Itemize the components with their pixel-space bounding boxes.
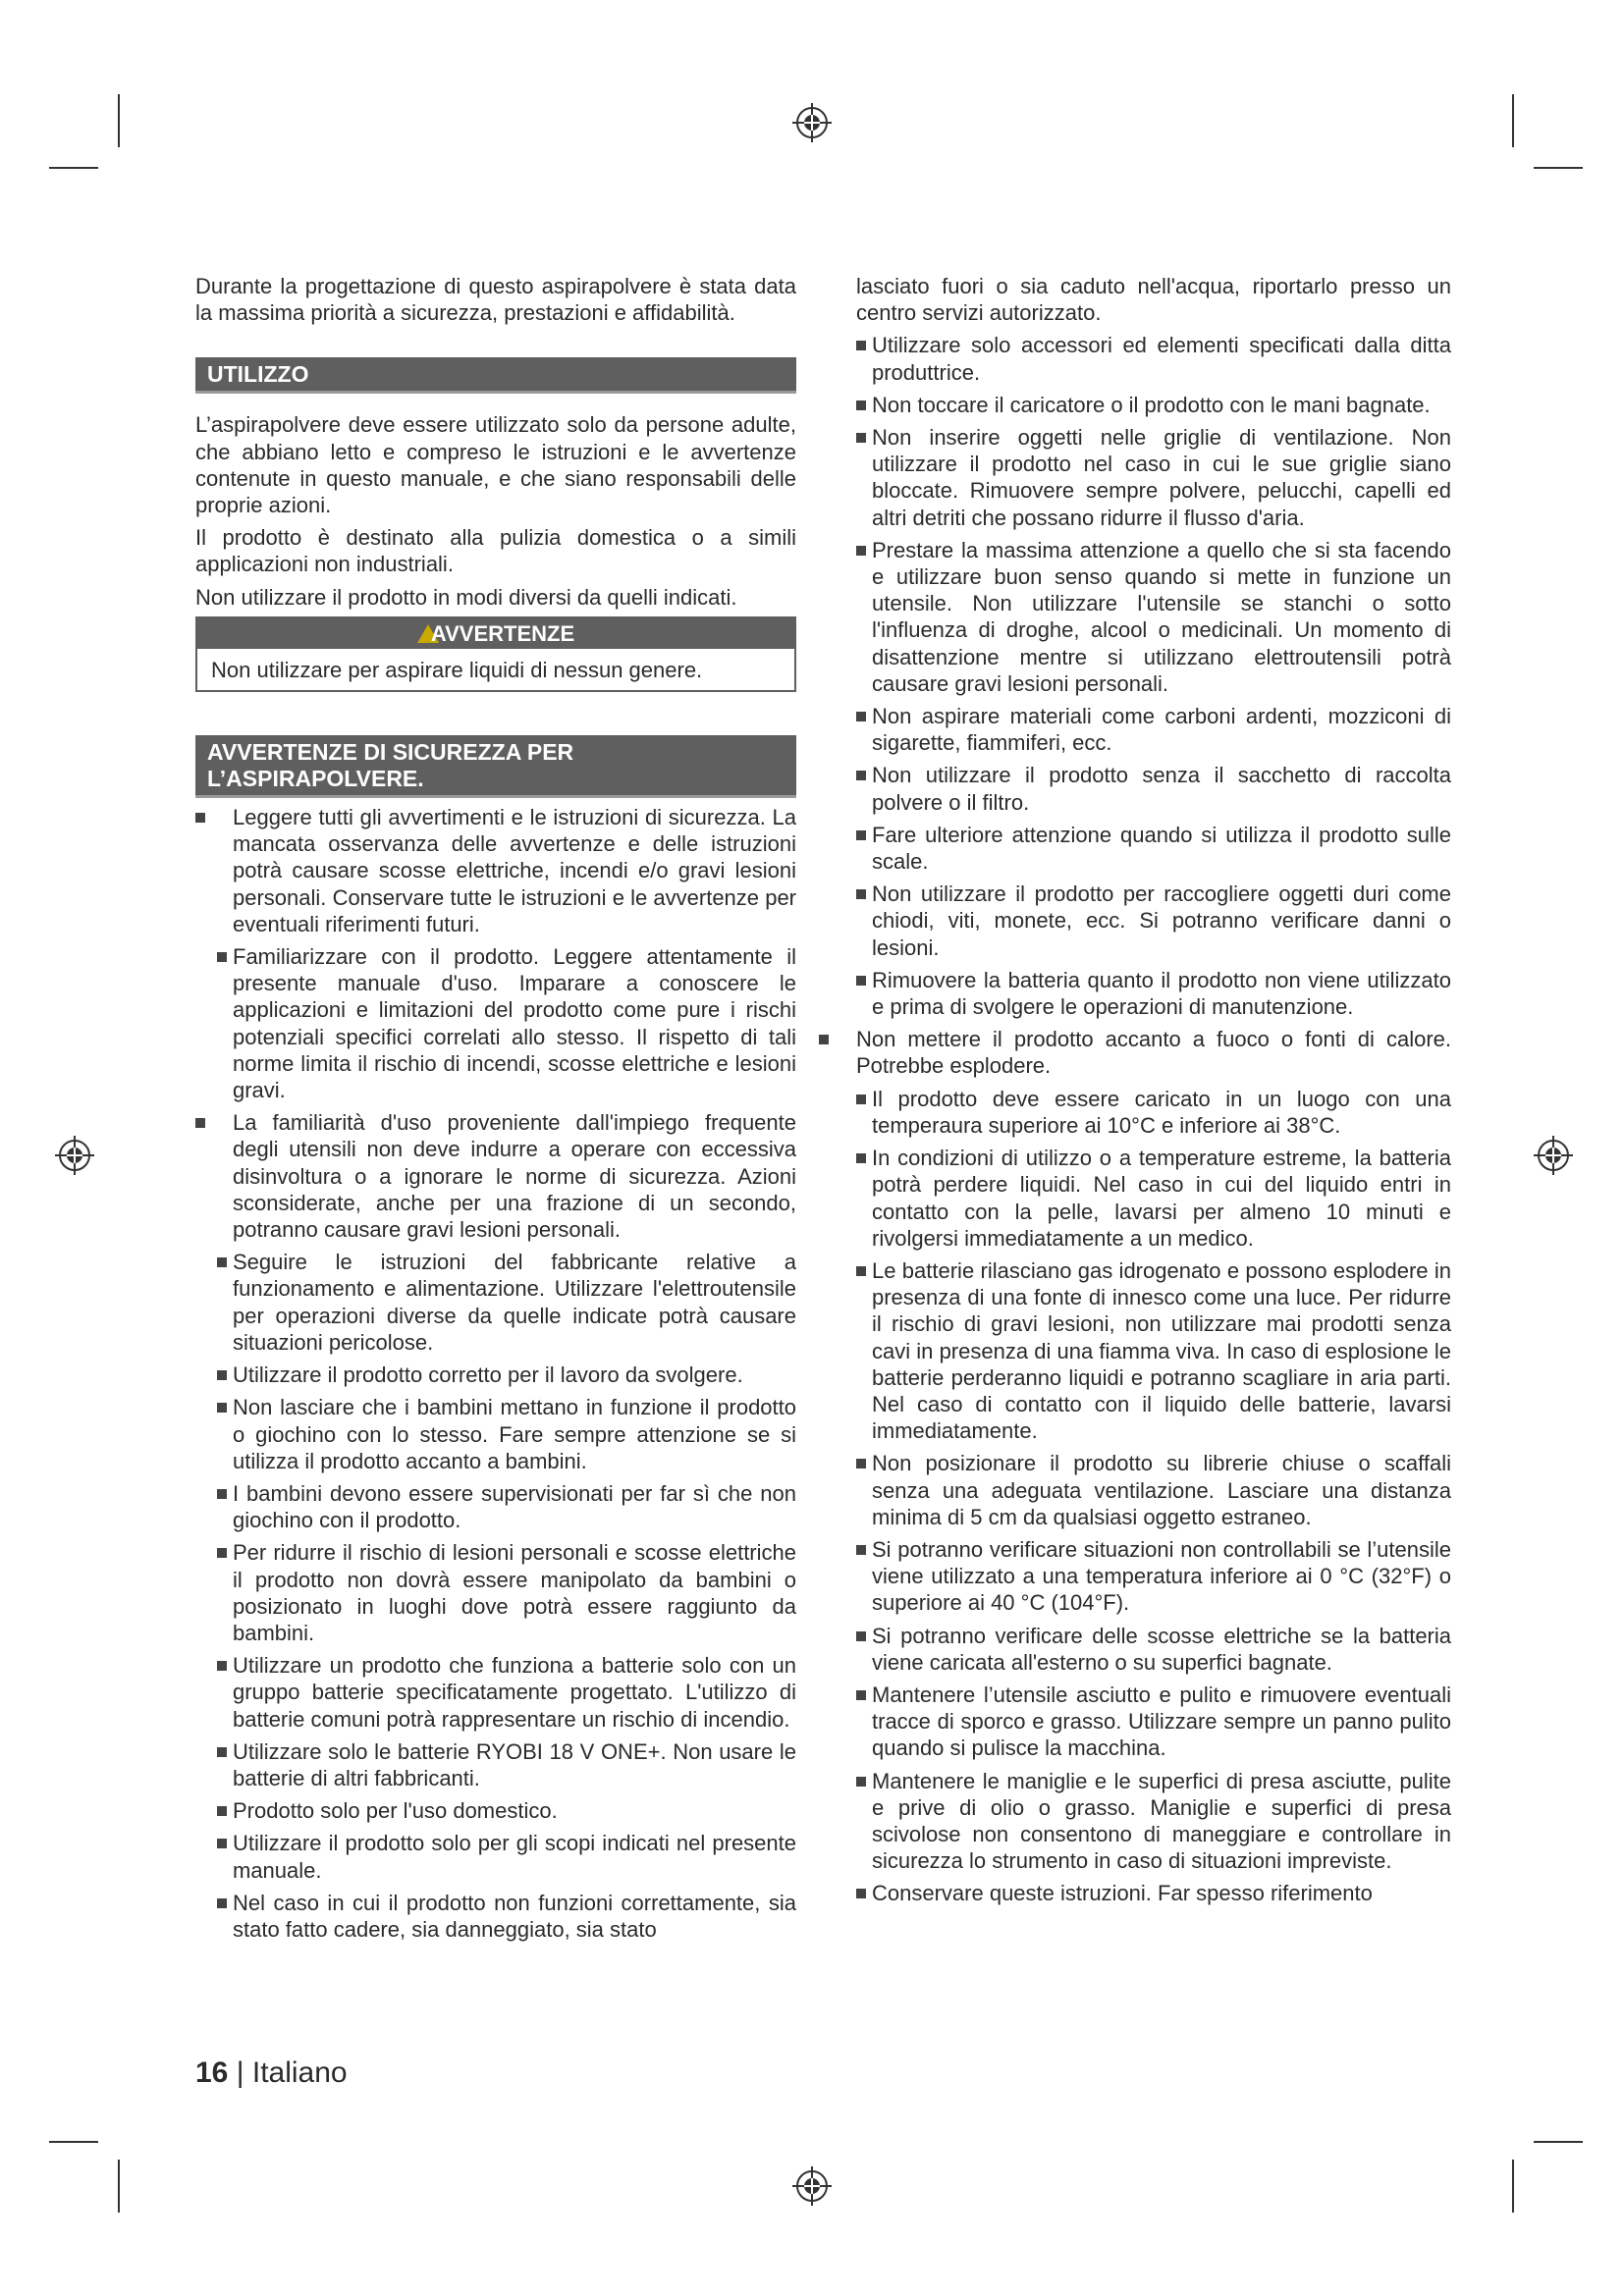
list-item: Non aspirare materiali come carboni ardenti, mozziconi di sigarette, fiammiferi, ecc. <box>835 703 1451 756</box>
registration-mark-icon <box>790 101 834 144</box>
section-heading-safety <box>195 735 796 798</box>
safety-list <box>835 332 1451 1020</box>
list-item: Si potranno verificare situazioni non controllabili se l’utensile viene utilizzato a una temperatura inferiore ai 0 °C (32°F) o superiore ai 40 °C (104°F). <box>835 1536 1451 1617</box>
registration-mark-icon <box>790 2164 834 2208</box>
crop-mark <box>49 2141 98 2143</box>
list-item: Nel caso in cui il prodotto non funzioni correttamente, sia stato fatto cadere, sia danneggiato, sia stato <box>195 1890 796 1943</box>
page-footer <box>195 2056 348 2090</box>
continued-item-text: lasciato fuori o sia caduto nell'acqua, riportarlo presso un centro servizi autorizzato. <box>856 274 1451 326</box>
section-heading-utilizzo: UTILIZZO <box>195 357 796 394</box>
safety-list <box>195 943 796 1103</box>
right-column <box>856 273 1451 1913</box>
list-item: Leggere tutti gli avvertimenti e le istruzioni di sicurezza. La mancata osservanza delle avvertenze e delle istruzioni potrà causare scosse elettriche, incendi e/o gravi lesioni personali. Conservare tutte le istruzioni e le avvertenze per eventuali riferimenti futuri. <box>195 804 796 937</box>
list-item: Utilizzare solo le batterie RYOBI 18 V ONE+. Non usare le batterie di altri fabbricanti. <box>195 1738 796 1791</box>
page-number: 16 <box>195 2056 229 2089</box>
list-item: Conservare queste istruzioni. Far spesso riferimento <box>835 1880 1451 1906</box>
warning-header <box>197 618 794 649</box>
safety-list <box>819 1026 1451 1079</box>
crop-mark <box>118 2160 120 2213</box>
registration-mark-icon <box>53 1134 96 1177</box>
left-column <box>195 273 796 1949</box>
list-item: Rimuovere la batteria quanto il prodotto non viene utilizzato e prima di svolgere le operazioni di manutenzione. <box>835 967 1451 1020</box>
utilizzo-paragraph: Il prodotto è destinato alla pulizia domestica o a simili applicazioni non industriali. <box>195 525 796 577</box>
warning-text: Non utilizzare per aspirare liquidi di nessun genere. <box>211 657 703 682</box>
list-item: Le batterie rilasciano gas idrogenato e possono esplodere in presenza di una fonte di innesco come una luce. Per ridurre il rischio di gravi lesioni, non utilizzare mai prodotti senza cavi in presenza di una fiamma viva. In caso di esplosione le batterie perderanno liquidi e potranno scagliare in aria parti. Nel caso di contatto con il liquido delle batterie, lavarsi immediatamente. <box>835 1257 1451 1444</box>
list-item: Non mettere il prodotto accanto a fuoco o fonti di calore. Potrebbe esplodere. <box>819 1026 1451 1079</box>
list-item: Non inserire oggetti nelle griglie di ventilazione. Non utilizzare il prodotto nel caso in cui le sue griglie siano bloccate. Rimuovere sempre polvere, pelucchi, capelli ed altri detriti che possano ridurre il flusso d'aria. <box>835 424 1451 531</box>
list-item: Prestare la massima attenzione a quello che si sta facendo e utilizzare buon senso quando si mette in funzione un utensile. Non utilizzare l'utensile se stanchi o sotto l'influenza di droghe, alcool o medicinali. Un momento di disattenzione mentre si utilizzano elettroutensili potrà causare gravi lesioni personali. <box>835 537 1451 697</box>
list-item: Non toccare il caricatore o il prodotto con le mani bagnate. <box>835 392 1451 418</box>
list-item: Si potranno verificare delle scosse elettriche se la batteria viene caricata all'esterno o su superfici bagnate. <box>835 1623 1451 1676</box>
list-item: Non utilizzare il prodotto per raccogliere oggetti duri come chiodi, viti, monete, ecc. Si potranno verificare danni o lesioni. <box>835 881 1451 961</box>
footer-separator: | <box>236 2056 244 2089</box>
list-item: Utilizzare il prodotto corretto per il lavoro da svolgere. <box>195 1362 796 1388</box>
list-item: Non lasciare che i bambini mettano in funzione il prodotto o giochino con lo stesso. Fare sempre attenzione se si utilizza il prodotto accanto a bambini. <box>195 1394 796 1474</box>
list-item: La familiarità d'uso proveniente dall'impiego frequente degli utensili non deve indurre a operare con eccessiva disinvoltura o a ignorare le norme di sicurezza. Azioni sconsiderate, anche per una frazione di un secondo, potranno causare gravi lesioni personali. <box>195 1109 796 1243</box>
footer-language: Italiano <box>251 2056 348 2089</box>
intro-paragraph: Durante la progettazione di questo aspirapolvere è stata data la massima priorità a sicurezza, prestazioni e affidabilità. <box>195 274 796 326</box>
safety-list <box>195 804 796 937</box>
crop-mark <box>1512 94 1514 147</box>
list-item: Il prodotto deve essere caricato in un luogo con una temperaura superiore ai 10°C e inferiore ai 38°C. <box>835 1086 1451 1139</box>
crop-mark <box>1534 2141 1583 2143</box>
list-item: Fare ulteriore attenzione quando si utilizza il prodotto sulle scale. <box>835 822 1451 875</box>
safety-list <box>835 1086 1451 1907</box>
list-item: Familiarizzare con il prodotto. Leggere attentamente il presente manuale d'uso. Imparare a conoscere le applicazioni e limitazioni del prodotto come pure i rischi potenziali specifici correlati allo stesso. Il rispetto di tali norme limita il rischio di incendi, scosse elettriche e lesioni gravi. <box>195 943 796 1103</box>
list-item: Prodotto solo per l'uso domestico. <box>195 1797 796 1824</box>
crop-mark <box>1512 2160 1514 2213</box>
crop-mark <box>49 167 98 169</box>
list-item: Per ridurre il rischio di lesioni personali e scosse elettriche il prodotto non dovrà essere manipolato da bambini o posizionato in luoghi dove potrà essere raggiunto da bambini. <box>195 1539 796 1646</box>
list-item: Mantenere le maniglie e le superfici di presa asciutte, pulite e prive di olio o grasso. Maniglie e superfici di presa scivolose non consentono di maneggiare e controllare in sicurezza lo strumento in caso di situazioni impreviste. <box>835 1768 1451 1875</box>
safety-heading-line: L’ASPIRAPOLVERE. <box>207 766 424 792</box>
registration-mark-icon <box>1532 1134 1575 1177</box>
list-item: Utilizzare solo accessori ed elementi specificati dalla ditta produttrice. <box>835 332 1451 385</box>
crop-mark <box>118 94 120 147</box>
safety-list <box>195 1249 796 1943</box>
list-item: Utilizzare il prodotto solo per gli scopi indicati nel presente manuale. <box>195 1830 796 1883</box>
crop-mark <box>1534 167 1583 169</box>
warning-title: AVVERTENZE <box>430 620 575 646</box>
list-item: Non utilizzare il prodotto senza il sacchetto di raccolta polvere o il filtro. <box>835 762 1451 815</box>
list-item: Seguire le istruzioni del fabbricante relative a funzionamento e alimentazione. Utilizzare l'elettroutensile per operazioni diverse da quelle indicate potrà causare situazioni pericolose. <box>195 1249 796 1356</box>
utilizzo-paragraph: Non utilizzare il prodotto in modi diversi da quelli indicati. <box>195 584 737 610</box>
safety-heading-line: AVVERTENZE DI SICUREZZA PER <box>207 739 574 766</box>
safety-list <box>195 1109 796 1243</box>
list-item: In condizioni di utilizzo o a temperature estreme, la batteria potrà perdere liquidi. Nel caso in cui del liquido entri in contatto con la pelle, lavarsi per almeno 10 minuti e rivolgersi immediatamente a un medico. <box>835 1145 1451 1252</box>
list-item: Utilizzare un prodotto che funziona a batterie solo con un gruppo batterie specificatamente progettato. L'utilizzo di batterie comuni potrà rappresentare un rischio di incendio. <box>195 1652 796 1733</box>
utilizzo-paragraph: L’aspirapolvere deve essere utilizzato solo da persone adulte, che abbiano letto e compreso le istruzioni e le avvertenze contenute in questo manuale, e che siano responsabili delle proprie azioni. <box>195 412 796 518</box>
list-item: Mantenere l’utensile asciutto e pulito e rimuovere eventuali tracce di sporco e grasso. Utilizzare sempre un panno pulito quando si pulisce la macchina. <box>835 1682 1451 1762</box>
list-item: Non posizionare il prodotto su librerie chiuse o scaffali senza una adeguata ventilazione. Lasciare una distanza minima di 5 cm da qualsiasi oggetto estraneo. <box>835 1450 1451 1530</box>
warning-box <box>195 616 796 692</box>
list-item: I bambini devono essere supervisionati per far sì che non giochino con il prodotto. <box>195 1480 796 1533</box>
